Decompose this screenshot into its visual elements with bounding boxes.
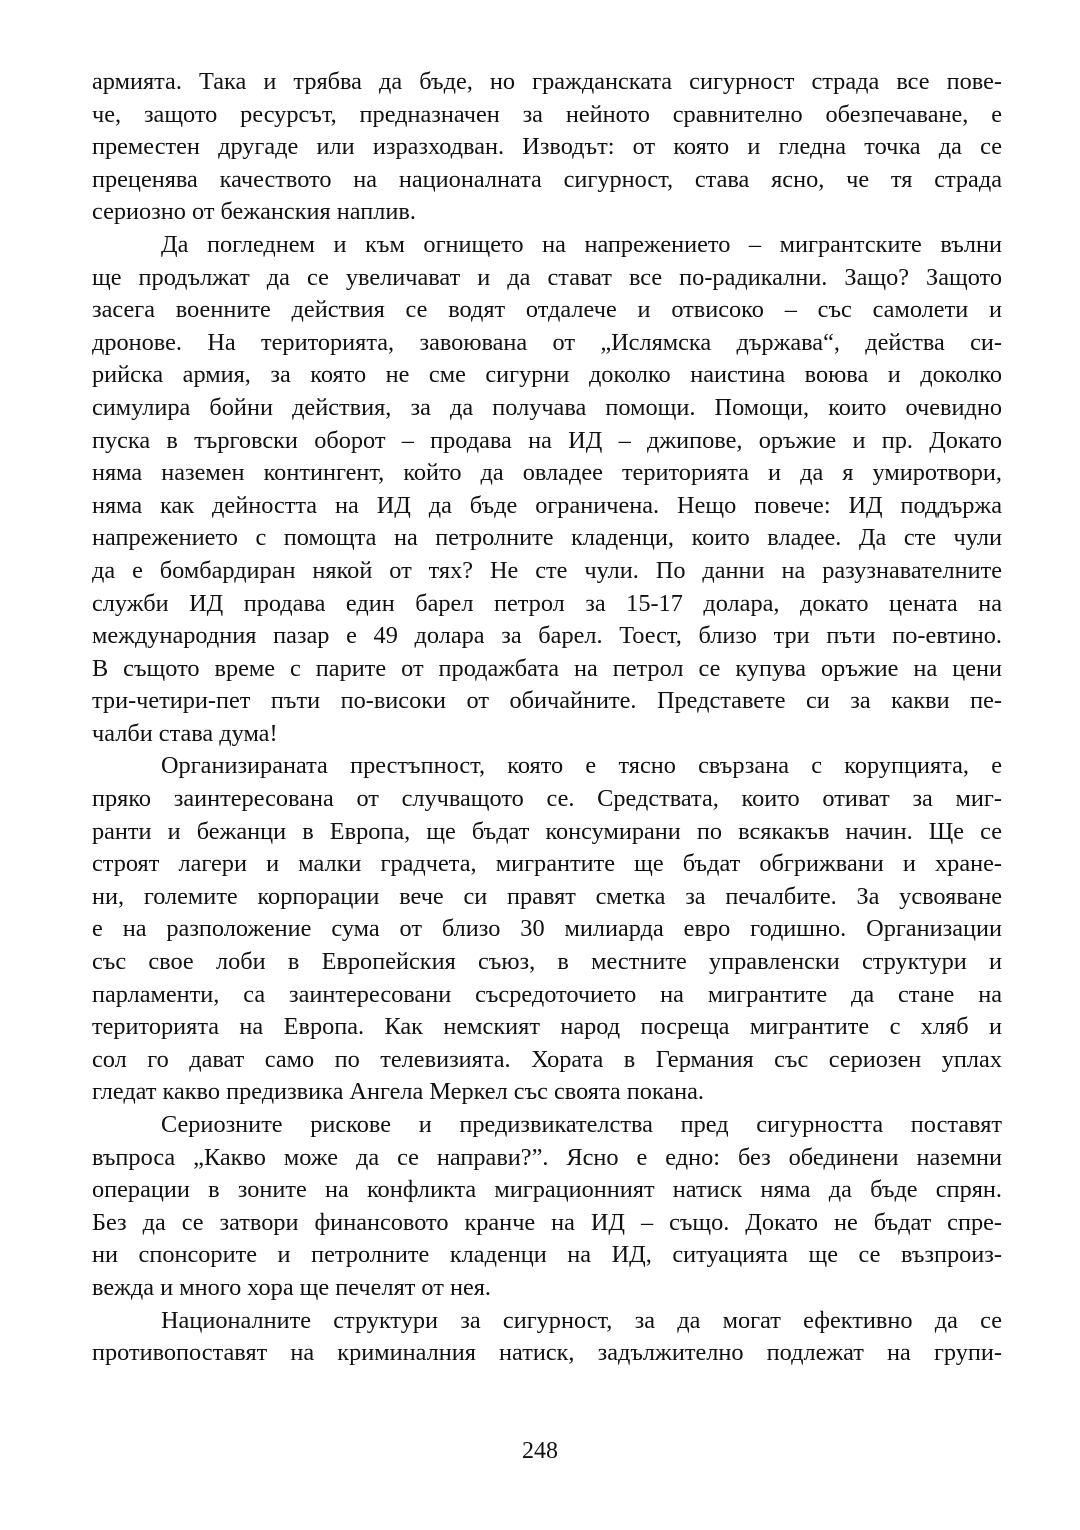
paragraph-1 — [92, 66, 1002, 229]
paragraph-4 — [92, 1109, 1002, 1305]
text-line: напрежението с помощта на петролните кладенци, които владее. Да сте чули — [92, 524, 1002, 552]
body-text — [92, 66, 1002, 1370]
text-line: симулира бойни действия, за да получава помощи. Помощи, които очевидно — [92, 393, 1002, 421]
text-line: служби ИД продава един барел петрол за 15-17 долара, докато цената на — [92, 589, 1002, 617]
text-line: дронове. На територията, завоювана от „Ислямска държава“, действа си- — [92, 328, 1002, 356]
page-number: 248 — [522, 1438, 558, 1464]
text-line: да е бомбардиран някой от тях? Не сте чули. По данни на разузнавателните — [92, 556, 1002, 584]
text-line: международния пазар е 49 долара за барел. Тоест, близо три пъти по-евтино. — [92, 622, 1002, 650]
paragraph-2 — [92, 229, 1002, 751]
text-line: пряко заинтересована от случващото се. Средствата, които отиват за миг- — [92, 785, 1002, 813]
text-line: три-четири-пет пъти по-високи от обичайните. Представете си за какви пе- — [92, 687, 1002, 715]
text-line: е на разположение сума от близо 30 милиарда евро годишно. Организации — [92, 915, 1002, 943]
text-line: вежда и много хора ще печелят от нея. — [92, 1273, 491, 1301]
text-line: сол го дават само по телевизията. Хората в Германия със сериозен уплах — [92, 1045, 1002, 1073]
text-line: територията на Европа. Как немският народ посреща мигрантите с хляб и — [92, 1013, 1002, 1041]
text-line: няма как дейността на ИД да бъде ограничена. Нещо повече: ИД поддържа — [92, 491, 1002, 519]
text-line: Да погледнем и към огнището на напрежението – мигрантските вълни — [161, 230, 1002, 258]
paragraph-3 — [92, 750, 1002, 1109]
text-line: Националните структури за сигурност, за да могат ефективно да се — [161, 1306, 1002, 1334]
text-line: няма наземен контингент, който да овладее територията и да я умиротвори, — [92, 459, 1002, 487]
text-line: ни, големите корпорации вече си правят сметка за печалбите. За усвояване — [92, 882, 1002, 910]
text-line: операции в зоните на конфликта миграционният натиск няма да бъде спрян. — [92, 1176, 1002, 1204]
text-line: преценява качеството на националната сигурност, става ясно, че тя страда — [92, 165, 1002, 193]
text-line: рийска армия, за която не сме сигурни доколко наистина воюва и доколко — [92, 361, 1002, 389]
text-line: Организираната престъпност, която е тясно свързана с корупцията, е — [161, 752, 1002, 780]
text-line: парламенти, са заинтересовани съсредоточието на мигрантите да стане на — [92, 980, 1002, 1008]
text-line: Без да се затвори финансовото кранче на ИД – също. Докато не бъдат спре- — [92, 1208, 1002, 1236]
text-line: строят лагери и малки градчета, мигрантите ще бъдат обгрижвани и хране- — [92, 850, 1002, 878]
text-line: армията. Така и трябва да бъде, но гражданската сигурност страда все пове- — [92, 68, 1002, 95]
text-line: Сериозните рискове и предизвикателства пред сигурността поставят — [161, 1111, 1002, 1138]
text-line: ни спонсорите и петролните кладенци на ИД, ситуацията ще се възпроиз- — [92, 1241, 1002, 1269]
text-line: преместен другаде или изразходван. Изводът: от която и гледна точка да се — [92, 133, 1002, 161]
text-line: ранти и бежанци в Европа, ще бъдат консумирани по всякакъв начин. Ще се — [92, 817, 1002, 845]
text-line: гледат какво предизвика Ангела Меркел със своята покана. — [92, 1078, 704, 1106]
text-line: чалби става дума! — [92, 719, 278, 747]
text-line: пуска в търговски оборот – продава на ИД – джипове, оръжие и пр. Докато — [92, 426, 1002, 454]
text-line: сериозно от бежанския наплив. — [92, 198, 416, 226]
text-line: въпроса „Какво може да се направи?”. Ясно е едно: без обединени наземни — [92, 1143, 1002, 1171]
text-line: В същото време с парите от продажбата на петрол се купува оръжие на цени — [92, 654, 1002, 682]
paragraph-5 — [92, 1305, 1002, 1370]
text-line: че, защото ресурсът, предназначен за нейното сравнително обезпечаване, е — [92, 100, 1002, 128]
text-line: засега военните действия се водят отдалече и отвисоко – със самолети и — [92, 296, 1002, 324]
text-line: със свое лоби в Европейския съюз, в местните управленски структури и — [92, 948, 1002, 976]
text-line: противопоставят на криминалния натиск, задължително подлежат на групи- — [92, 1339, 1002, 1367]
text-line: ще продължат да се увеличават и да стават все по-радикални. Защо? Защото — [92, 263, 1002, 291]
